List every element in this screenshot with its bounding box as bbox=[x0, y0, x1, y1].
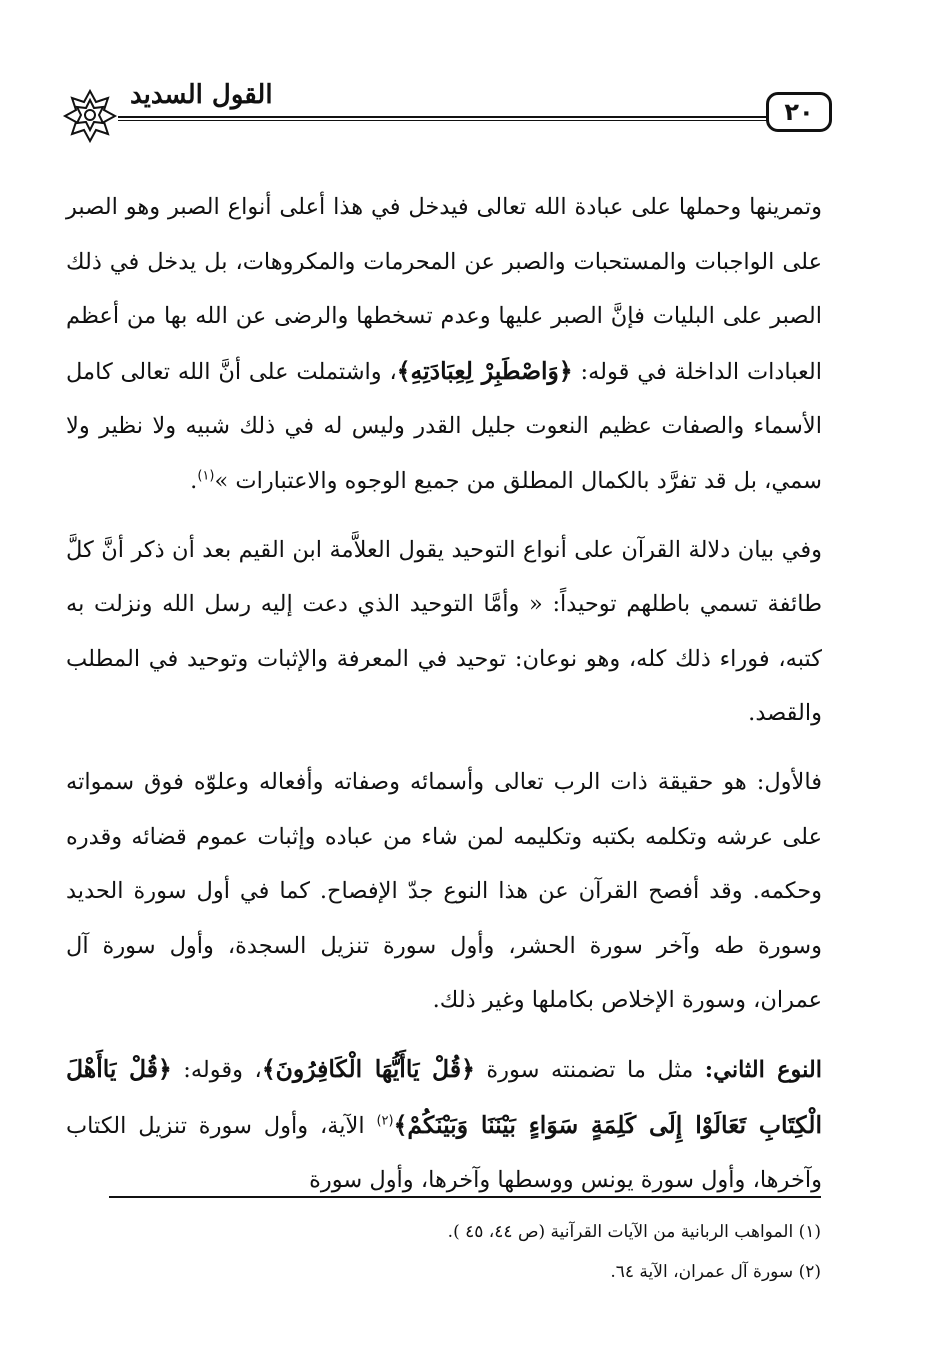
text-run: ، واشتملت على أنَّ الله تعالى كامل الأسماء والصفات عظيم النعوت جليل القدر وليس له في ذلك شبيه ولا نظير ولا سمي، بل قد تفرَّد بالكمال المطلق من جميع الوجوه والاعتبارات » bbox=[66, 358, 822, 494]
paragraph bbox=[66, 523, 822, 741]
footnote: (٢) سورة آل عمران، الآية ٦٤. bbox=[610, 1262, 821, 1282]
star-ornament-icon bbox=[62, 88, 118, 144]
footnotes bbox=[66, 1212, 821, 1292]
footnote-ref[interactable]: (١) bbox=[197, 468, 215, 484]
text-run: . bbox=[190, 467, 198, 494]
text-run: وتمرينها وحملها على عبادة الله تعالى فيدخل في هذا أعلى أنواع الصبر وهو الصبر على الواجبات والمستحبات والصبر عن المحرمات والمكروهات، بل يدخل في ذلك الصبر على البليات فإنَّ الصبر عليها وعدم تسخطها والرضى عن الله بها من أعظم العبادات الداخلة في قوله: bbox=[66, 194, 823, 385]
page-number: ٢٠ bbox=[766, 92, 832, 132]
paragraph bbox=[66, 1042, 822, 1208]
footnote-separator bbox=[109, 1196, 821, 1198]
section-lead: النوع الثاني: bbox=[704, 1056, 823, 1083]
text-run: وفي بيان دلالة القرآن على أنواع التوحيد يقول العلاَّمة ابن القيم بعد أن ذكر أنَّ كلَّ طائفة تسمي باطلهم توحيداً: « وأمَّا التوحيد الذي دعت إليه رسل الله ونزلت به كتبه، فوراء ذلك كله، وهو نوعان: توحيد في المعرفة والإثبات وتوحيد في المطلب والقصد. bbox=[66, 536, 822, 727]
paragraph bbox=[66, 755, 822, 1028]
quran-verse: ﴿قُلْ يَاأَهْلَ الْكِتَابِ تَعَالَوْا إِلَى كَلِمَةٍ سَوَاءٍ بَيْنَنَا وَبَيْنَكُمْ﴾ bbox=[66, 1054, 822, 1139]
quran-verse: ﴿وَاصْطَبِرْ لِعِبَادَتِهِ﴾ bbox=[396, 356, 573, 385]
paragraph bbox=[66, 180, 822, 509]
page-header bbox=[62, 70, 832, 150]
main-text bbox=[66, 180, 822, 1208]
header-rule-thin bbox=[102, 120, 772, 121]
footnote-ref[interactable]: (٢) bbox=[376, 1113, 394, 1128]
running-title: القول السديد bbox=[124, 78, 279, 112]
header-rule bbox=[102, 116, 772, 118]
text-run: ، وقوله: bbox=[171, 1056, 262, 1083]
text-run: مثل ما تضمنته سورة bbox=[474, 1056, 705, 1083]
text-run: فالأول: هو حقيقة ذات الرب تعالى وأسمائه وصفاته وأفعاله وعلوّه فوق سمواته على عرشه وتكلمه بكتبه وتكليمه لمن شاء من عباده وإثبات عموم قضائه وقدره وحكمه. وقد أفصح القرآن عن هذا النوع جدّ الإفصاح. كما في أول سورة الحديد وسورة طه وآخر سورة الحشر، وأول سورة تنزيل السجدة، وأول سورة آل عمران، وسورة الإخلاص بكاملها وغير ذلك. bbox=[66, 768, 822, 1014]
footnote: (١) المواهب الربانية من الآيات القرآنية (ص ٤٤، ٤٥ ). bbox=[447, 1222, 821, 1242]
text-run: الآية، وأول سورة تنزيل الكتاب وآخرها، وأول سورة يونس ووسطها وآخرها، وأول سورة bbox=[66, 1112, 822, 1194]
quran-verse: ﴿قُلْ يَاأَيُّهَا الْكَافِرُونَ﴾ bbox=[261, 1054, 475, 1083]
